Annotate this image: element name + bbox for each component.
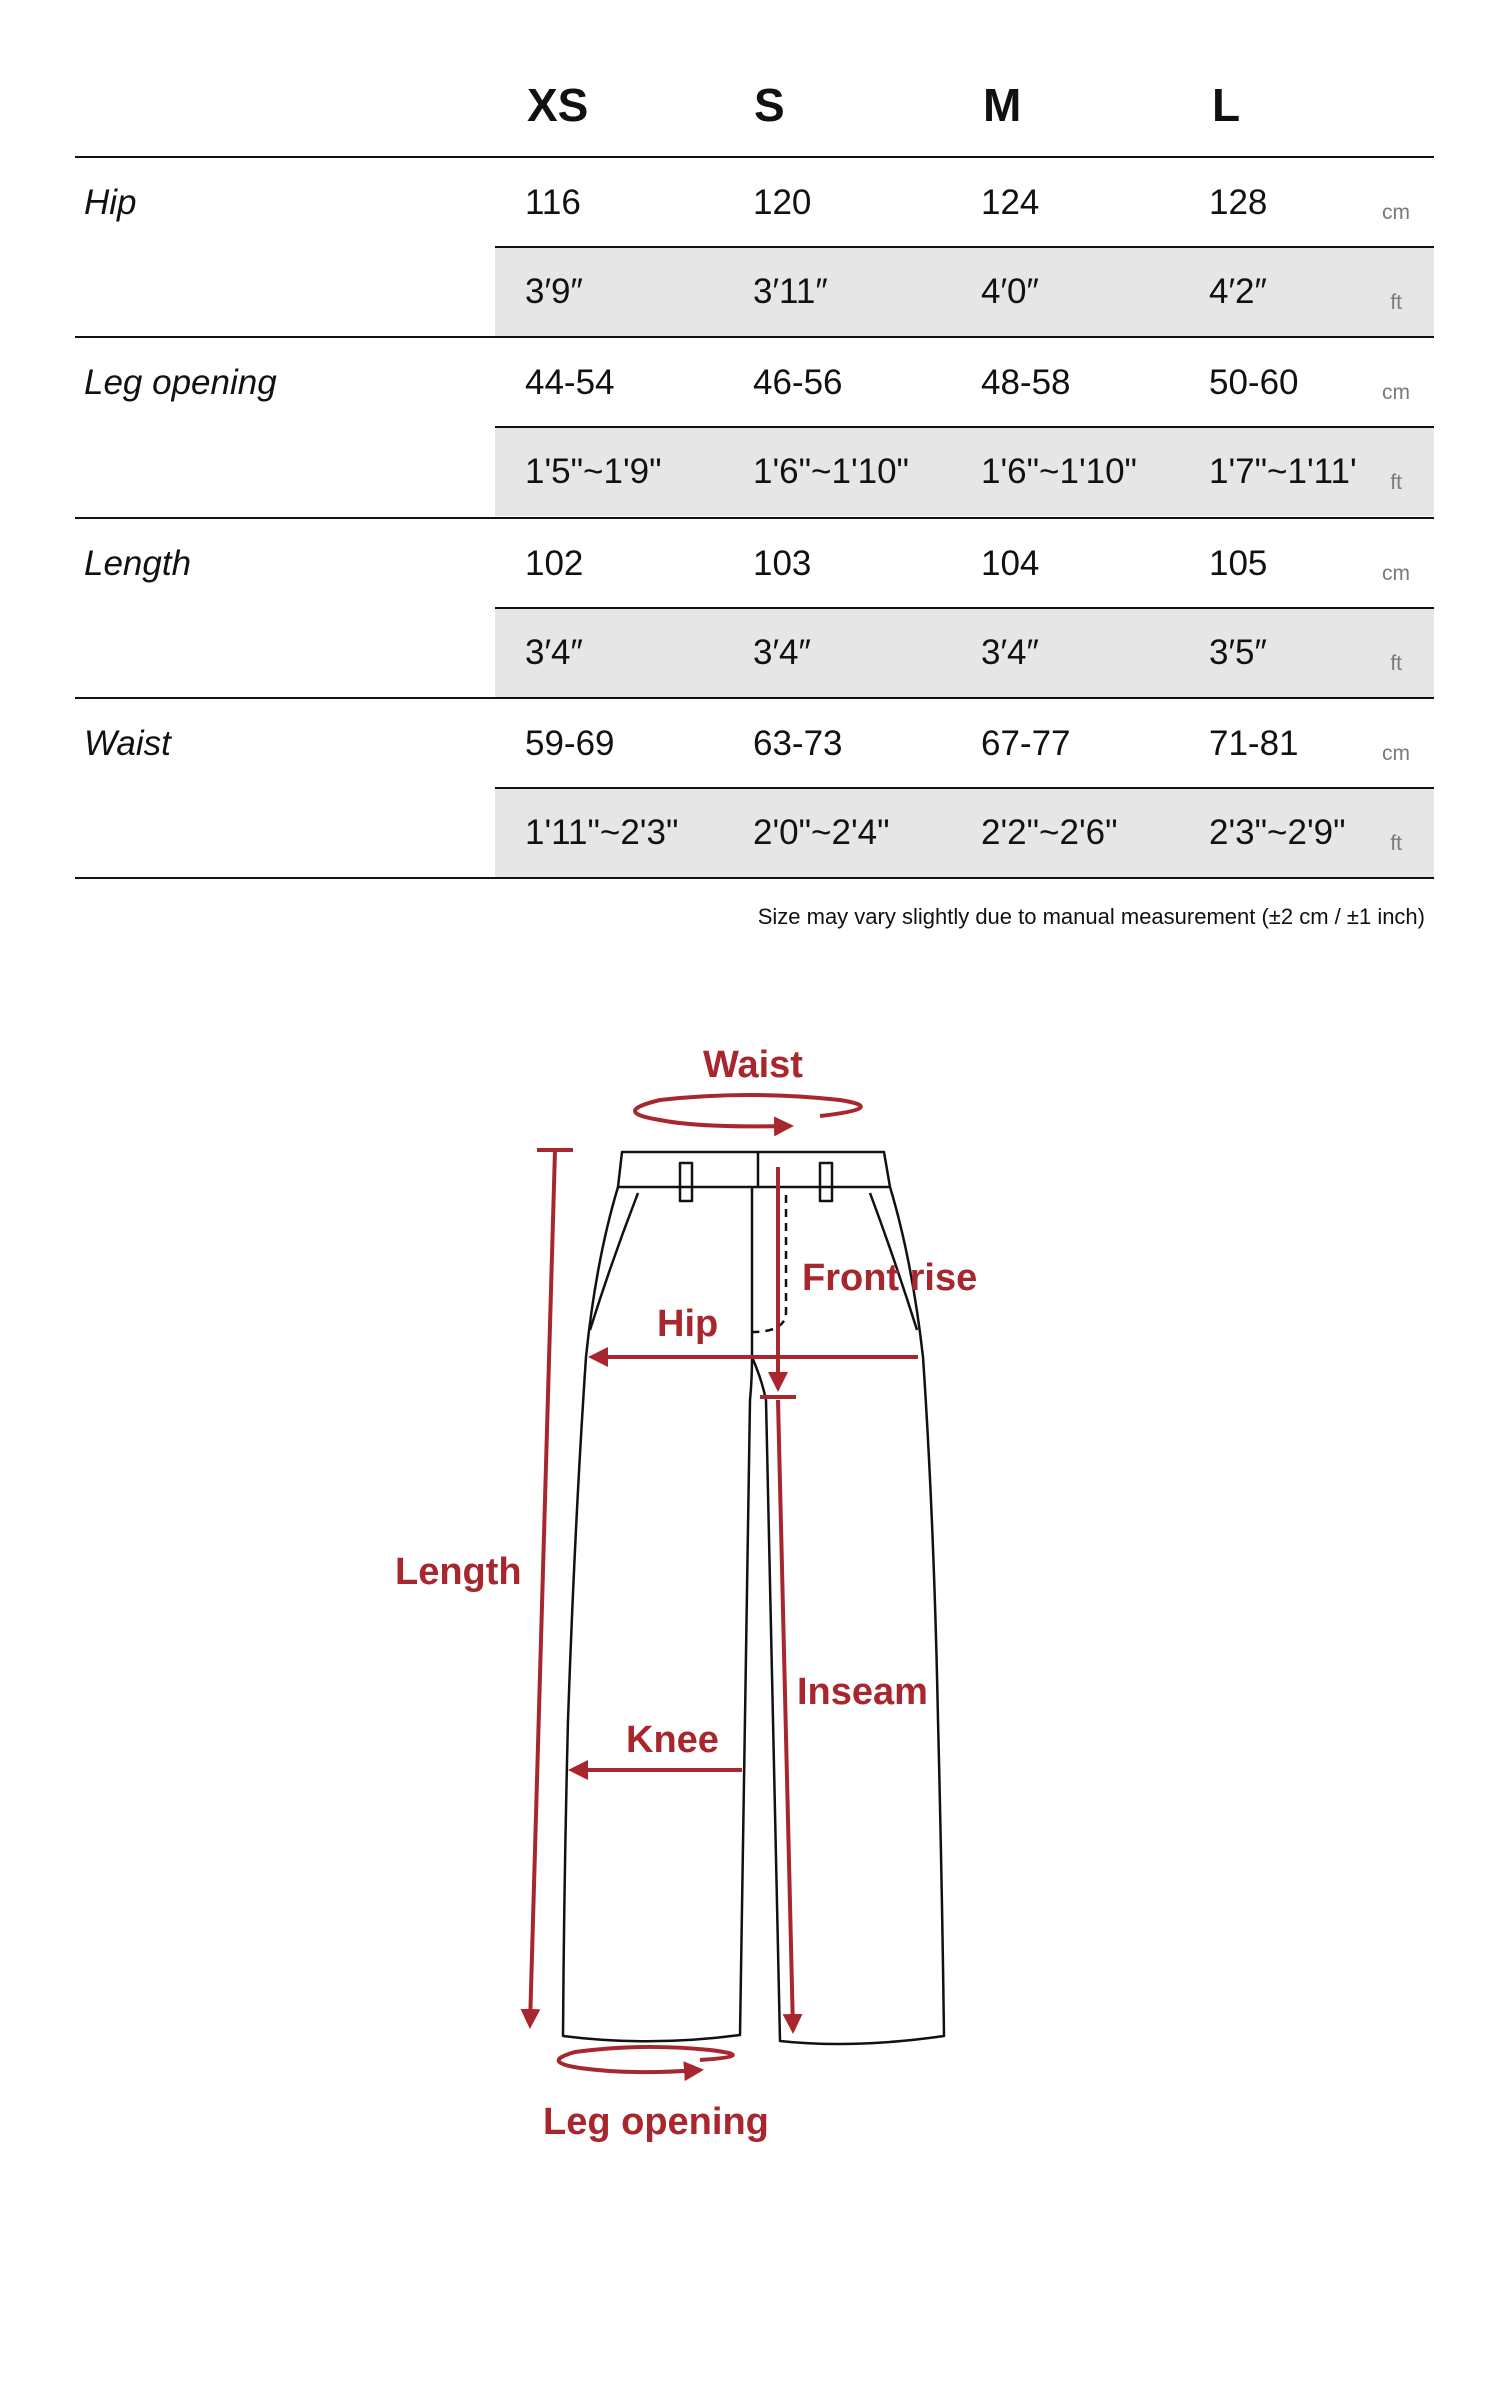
waist-cm-l: 71-81 xyxy=(1209,724,1299,763)
size-header-s: S xyxy=(754,79,785,131)
leg-opening-cm-unit: cm xyxy=(1382,381,1410,404)
hip-cm-xs: 116 xyxy=(525,183,581,222)
waist-cm-m: 67-77 xyxy=(981,724,1071,763)
measurement-arrows xyxy=(530,1095,918,2072)
length-ft-m: 3′4″ xyxy=(981,633,1039,672)
fly-stitch xyxy=(752,1195,786,1332)
hip-ft-xs: 3′9″ xyxy=(525,272,583,311)
length-arrow xyxy=(530,1150,555,2025)
hip-ft-unit: ft xyxy=(1390,291,1402,314)
length-ft-s: 3′4″ xyxy=(753,633,811,672)
table-rule-hip-inner xyxy=(495,246,1434,248)
label-waist: Waist xyxy=(703,1044,803,1086)
label-knee: Knee xyxy=(626,1719,719,1761)
waist-cm-s: 63-73 xyxy=(753,724,843,763)
size-header-xs: XS xyxy=(527,79,589,131)
waist-cm-unit: cm xyxy=(1382,742,1410,765)
leg-opening-cm-l: 50-60 xyxy=(1209,363,1299,402)
left-pocket xyxy=(590,1193,638,1330)
waist-ft-l: 2'3"~2'9" xyxy=(1209,813,1346,852)
row-label-length: Length xyxy=(84,544,192,583)
waist-ft-s: 2'0"~2'4" xyxy=(753,813,890,852)
table-rule-hip-bottom xyxy=(75,336,1434,338)
inseam-arrow xyxy=(778,1400,793,2030)
size-header-m: M xyxy=(983,79,1022,131)
belt-loop-right xyxy=(820,1163,832,1201)
leg-opening-ft-l: 1'7"~1'11' xyxy=(1209,452,1357,491)
label-length: Length xyxy=(395,1551,522,1593)
label-leg-opening: Leg opening xyxy=(543,2101,769,2143)
length-cm-xs: 102 xyxy=(525,544,584,583)
row-label-hip: Hip xyxy=(84,183,137,222)
hip-cm-unit: cm xyxy=(1382,201,1410,224)
length-cm-s: 103 xyxy=(753,544,812,583)
leg-opening-ft-s: 1'6"~1'10" xyxy=(753,452,909,491)
table-rule-length-bottom xyxy=(75,697,1434,699)
waist-ft-xs: 1'11"~2'3" xyxy=(525,813,679,852)
hip-cm-m: 124 xyxy=(981,183,1040,222)
right-leg-outer xyxy=(752,1187,944,2044)
waist-arrow-loop xyxy=(635,1095,861,1126)
leg-opening-ft-m: 1'6"~1'10" xyxy=(981,452,1137,491)
row-label-leg-opening: Leg opening xyxy=(84,363,277,402)
size-header-l: L xyxy=(1212,79,1241,131)
label-hip: Hip xyxy=(657,1303,719,1345)
pants-measurement-diagram xyxy=(0,1000,1500,2300)
length-cm-l: 105 xyxy=(1209,544,1268,583)
label-inseam: Inseam xyxy=(797,1671,928,1713)
label-front-rise: Front rise xyxy=(802,1257,978,1299)
length-ft-row-bg xyxy=(495,609,1434,697)
hip-cm-l: 128 xyxy=(1209,183,1268,222)
hip-ft-s: 3′11″ xyxy=(753,272,828,311)
leg-opening-ft-xs: 1'5"~1'9" xyxy=(525,452,662,491)
hip-ft-row-bg xyxy=(495,248,1434,336)
leg-opening-cm-xs: 44-54 xyxy=(525,363,615,402)
leg-opening-arrow-loop xyxy=(559,2047,733,2072)
belt-loop-left xyxy=(680,1163,692,1201)
leg-opening-ft-unit: ft xyxy=(1390,471,1402,494)
waist-cm-xs: 59-69 xyxy=(525,724,615,763)
table-rule-top xyxy=(75,156,1434,158)
hip-ft-m: 4′0″ xyxy=(981,272,1039,311)
waistband xyxy=(618,1152,890,1187)
hip-cm-s: 120 xyxy=(753,183,812,222)
size-chart-table xyxy=(0,0,1500,1000)
measurement-note: Size may vary slightly due to manual measurement (±2 cm / ±1 inch) xyxy=(757,904,1425,929)
table-rule-leg-inner xyxy=(495,426,1434,428)
length-cm-unit: cm xyxy=(1382,562,1410,585)
length-cm-m: 104 xyxy=(981,544,1040,583)
table-rule-leg-bottom xyxy=(75,517,1434,519)
waist-ft-unit: ft xyxy=(1390,832,1402,855)
length-ft-l: 3′5″ xyxy=(1209,633,1267,672)
table-rule-waist-inner xyxy=(495,787,1434,789)
length-ft-xs: 3′4″ xyxy=(525,633,583,672)
waist-ft-m: 2'2"~2'6" xyxy=(981,813,1118,852)
row-label-waist: Waist xyxy=(84,724,171,763)
table-rule-bottom xyxy=(75,877,1434,879)
hip-ft-l: 4′2″ xyxy=(1209,272,1267,311)
length-ft-unit: ft xyxy=(1390,652,1402,675)
leg-opening-cm-s: 46-56 xyxy=(753,363,843,402)
leg-opening-cm-m: 48-58 xyxy=(981,363,1071,402)
table-rule-length-inner xyxy=(495,607,1434,609)
